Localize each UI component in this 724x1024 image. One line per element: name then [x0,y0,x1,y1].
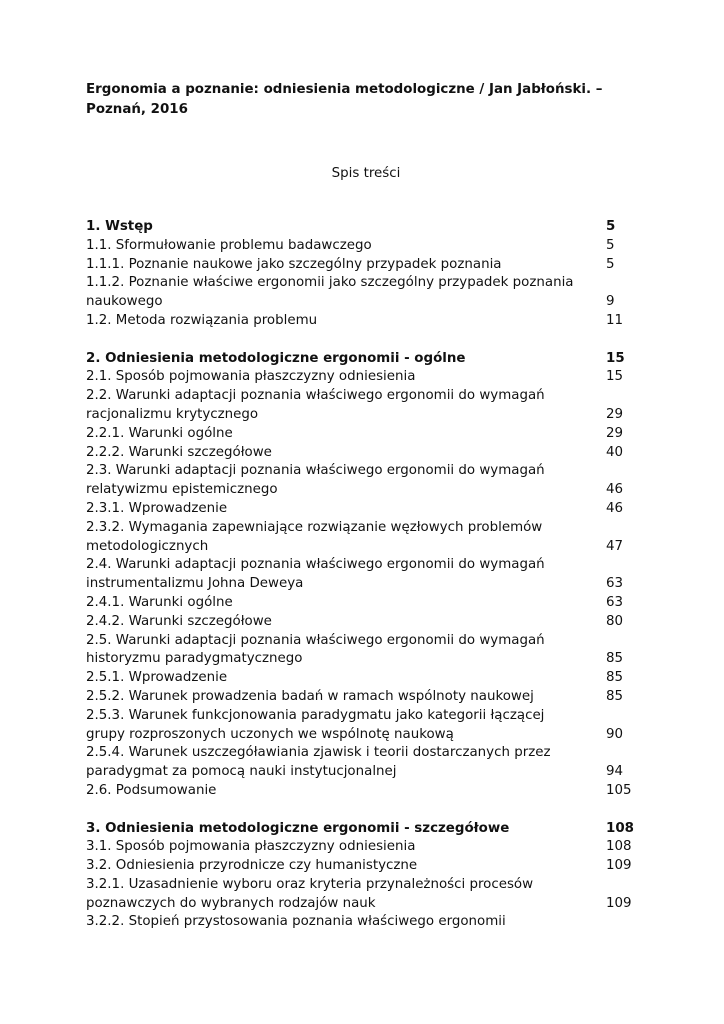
toc-entry-row [86,632,646,651]
toc-entry-label: 3.2.1. Uzasadnienie wyboru oraz kryteria przynależności procesów [86,876,534,892]
toc-entry-row [86,857,646,876]
toc-entry-label: poznawczych do wybranych rodzajów nauk [86,895,376,911]
toc-entry-label: 2.3.2. Wymagania zapewniające rozwiązanie węzłowych problemów [86,519,543,535]
toc-entry-row [86,650,646,669]
toc-entry-row [86,481,646,500]
toc-entry-row [86,782,646,801]
toc-entry-label: 2.5.4. Warunek uszczegóławiania zjawisk i teorii dostarczanych przez [86,745,551,761]
toc-entry-label: 2.6. Podsumowanie [86,782,217,798]
toc-entry-page: 80 [606,613,624,629]
toc-entry-row [86,895,646,914]
toc-entry-label: 2.5. Warunki adaptacji poznania właściwego ergonomii do wymagań [86,632,545,648]
toc-entry-label: relatywizmu epistemicznego [86,482,278,498]
toc-entry-page: 46 [606,500,624,516]
toc-entry-page: 15 [606,350,625,366]
toc-entry-row [86,406,646,425]
toc-entry-label: 2.5.3. Warunek funkcjonowania paradygmatu jako kategorii łączącej [86,707,545,723]
toc-entry-label: 3.1. Sposób pojmowania płaszczyzny odniesienia [86,839,416,855]
toc-entry-label: 2.4.2. Warunki szczegółowe [86,613,272,629]
toc-entry-row [86,838,646,857]
table-of-contents [86,218,646,932]
toc-entry-label: 2.3.1. Wprowadzenie [86,500,228,516]
toc-entry-row [86,312,646,331]
toc-entry-page: 85 [606,670,624,686]
toc-entry-row [86,763,646,782]
toc-entry-page [606,876,646,895]
toc-entry-label: naukowego [86,294,163,310]
toc-entry-row [86,613,646,632]
toc-entry-page: 108 [606,820,634,836]
toc-entry-page [606,274,646,293]
toc-entry-page: 15 [606,369,624,385]
toc-entry-page: 109 [606,858,632,874]
toc-entry-page: 46 [606,482,624,498]
toc-entry-row [86,594,646,613]
toc-entry-label: 2.3. Warunki adaptacji poznania właściwego ergonomii do wymagań [86,463,545,479]
toc-entry-label: 3.2. Odniesienia przyrodnicze czy humanistyczne [86,858,418,874]
toc-entry-page: 40 [606,444,624,460]
toc-entry-label: 2. Odniesienia metodologiczne ergonomii - ogólne [86,350,466,366]
toc-entry-page: 90 [606,726,624,742]
toc-entry-row [86,669,646,688]
toc-entry-row [86,237,646,256]
toc-chapter-row [86,350,646,369]
toc-entry-row [86,256,646,275]
toc-entry-page: 63 [606,576,624,592]
toc-entry-page: 85 [606,688,624,704]
toc-entry-label: 1.1. Sformułowanie problemu badawczego [86,237,372,253]
toc-entry-row [86,688,646,707]
toc-entry-page: 47 [606,538,624,554]
toc-entry-row [86,425,646,444]
toc-entry-row [86,519,646,538]
toc-entry-page [606,387,646,406]
toc-entry-row [86,726,646,745]
document-title-line2: Poznań, 2016 [86,102,188,117]
toc-entry-row [86,387,646,406]
toc-entry-page: 9 [606,294,615,310]
toc-entry-page [606,556,646,575]
toc-entry-label: 3.2.2. Stopień przystosowania poznania właściwego ergonomii [86,914,506,930]
toc-entry-label: instrumentalizmu Johna Deweya [86,576,304,592]
toc-entry-page [606,913,646,932]
toc-entry-page: 5 [606,237,615,253]
toc-entry-label: metodologicznych [86,538,209,554]
toc-section-gap [86,801,646,820]
toc-entry-row [86,500,646,519]
document-title-line1: Ergonomia a poznanie: odniesienia metodologiczne / Jan Jabłoński. – [86,82,603,97]
toc-entry-page: 29 [606,406,624,422]
toc-entry-page: 29 [606,425,624,441]
toc-entry-label: 2.1. Sposób pojmowania płaszczyzny odniesienia [86,369,416,385]
toc-entry-page: 63 [606,594,624,610]
toc-entry-row [86,876,646,895]
toc-entry-row [86,462,646,481]
toc-entry-label: 2.5.2. Warunek prowadzenia badań w ramach wspólnoty naukowej [86,688,534,704]
toc-entry-page: 11 [606,312,624,328]
toc-entry-label: 2.2.2. Warunki szczegółowe [86,444,272,460]
toc-entry-page [606,632,646,651]
toc-entry-label: 2.4.1. Warunki ogólne [86,594,233,610]
toc-entry-label: 1.1.1. Poznanie naukowe jako szczególny przypadek poznania [86,256,502,272]
toc-entry-row [86,575,646,594]
toc-entry-row [86,744,646,763]
toc-entry-page: 105 [606,782,632,798]
toc-entry-page: 94 [606,764,624,780]
toc-entry-label: 2.5.1. Wprowadzenie [86,670,228,686]
toc-entry-row [86,556,646,575]
toc-entry-row [86,707,646,726]
toc-entry-row [86,538,646,557]
toc-entry-page [606,519,646,538]
toc-entry-label: 2.4. Warunki adaptacji poznania właściwego ergonomii do wymagań [86,557,545,573]
toc-chapter-row [86,218,646,237]
toc-entry-page: 108 [606,839,632,855]
toc-entry-label: 2.2. Warunki adaptacji poznania właściwego ergonomii do wymagań [86,388,545,404]
toc-entry-label: 3. Odniesienia metodologiczne ergonomii - szczegółowe [86,820,510,836]
toc-entry-label: historyzmu paradygmatycznego [86,651,303,667]
toc-entry-page: 109 [606,895,632,911]
toc-entry-page: 5 [606,219,616,234]
toc-entry-row [86,368,646,387]
toc-entry-page [606,707,646,726]
toc-entry-label: grupy rozproszonych uczonych we wspólnotę naukową [86,726,454,742]
toc-entry-page: 85 [606,651,624,667]
toc-entry-label: 1.2. Metoda rozwiązania problemu [86,312,318,328]
toc-entry-row [86,913,646,932]
toc-chapter-row [86,820,646,839]
toc-entry-label: 1.1.2. Poznanie właściwe ergonomii jako szczególny przypadek poznania [86,275,574,291]
toc-entry-label: racjonalizmu krytycznego [86,406,259,422]
toc-entry-label: 1. Wstęp [86,219,153,234]
toc-entry-page [606,744,646,763]
toc-entry-row [86,444,646,463]
toc-entry-label: paradygmat za pomocą nauki instytucjonalnej [86,764,397,780]
document-page [86,80,646,932]
toc-entry-row [86,293,646,312]
toc-entry-row [86,274,646,293]
toc-entry-label: 2.2.1. Warunki ogólne [86,425,233,441]
toc-heading: Spis treści [331,166,401,181]
toc-entry-page [606,462,646,481]
toc-entry-page: 5 [606,256,615,272]
toc-section-gap [86,331,646,350]
